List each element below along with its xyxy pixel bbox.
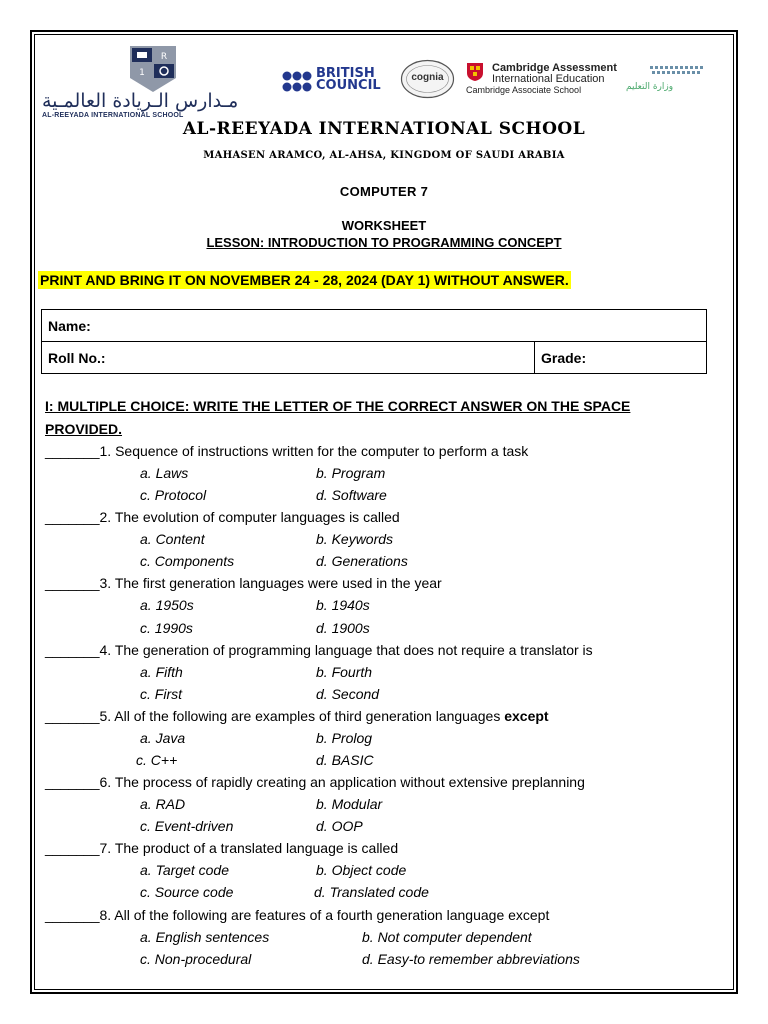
- question-5-text: _______5. All of the following are examples of third generation languages: [45, 708, 505, 724]
- ministry-text: وزارة التعليم: [626, 82, 674, 92]
- q4-option-a: a. Fifth: [140, 664, 183, 680]
- question-5: [45, 708, 549, 724]
- q1-option-d: d. Software: [316, 487, 387, 503]
- name-field[interactable]: [42, 310, 707, 342]
- school-shield-icon: [118, 44, 188, 94]
- q8-option-b: b. Not computer dependent: [362, 929, 532, 945]
- q6-option-b: b. Modular: [316, 796, 383, 812]
- school-name-arabic: مـدارس الـريادة العالمـية: [42, 90, 239, 112]
- grade-label: Grade:: [541, 349, 587, 366]
- q3-option-c: c. 1990s: [140, 620, 193, 636]
- cambridge-line1: Cambridge Assessment: [492, 62, 617, 74]
- school-logo: [40, 42, 270, 122]
- british-council-line1: BRITISH: [316, 66, 375, 81]
- cambridge-line2: International Education: [492, 73, 605, 85]
- question-4: _______4. The generation of programming language that does not require a translator is: [45, 642, 593, 658]
- worksheet-title: WORKSHEET: [341, 218, 427, 233]
- q5-option-b: b. Prolog: [316, 730, 373, 746]
- british-council-dots-icon: [282, 70, 312, 94]
- q3-option-d: d. 1900s: [316, 620, 370, 636]
- section-heading-line1: I: MULTIPLE CHOICE: WRITE THE LETTER OF THE CORRECT ANSWER ON THE SPACE: [45, 398, 631, 414]
- british-council-line2: COUNCIL: [316, 78, 381, 93]
- cambridge-shield-icon: [466, 62, 484, 82]
- grade-field[interactable]: [535, 342, 707, 374]
- q3-option-a: a. 1950s: [140, 597, 194, 613]
- question-8: _______8. All of the following are features of a fourth generation language except: [45, 907, 550, 923]
- cognia-logo: [400, 59, 455, 99]
- svg-text:R: R: [160, 52, 168, 62]
- q7-option-a: a. Target code: [140, 862, 229, 878]
- ministry-pattern-icon: [650, 64, 706, 80]
- q4-option-c: c. First: [140, 686, 182, 702]
- q4-option-b: b. Fourth: [316, 664, 373, 680]
- question-7: _______7. The product of a translated language is called: [45, 840, 399, 856]
- q5-option-a: a. Java: [140, 730, 186, 746]
- question-1: _______1. Sequence of instructions written for the computer to perform a task: [45, 443, 529, 459]
- q7-option-d: d. Translated code: [314, 884, 429, 900]
- roll-label: Roll No.:: [48, 349, 106, 366]
- question-5-emphasis: except: [504, 708, 549, 724]
- q2-option-a: a. Content: [140, 531, 205, 547]
- q8-option-a: a. English sentences: [140, 929, 270, 945]
- question-3: _______3. The first generation languages were used in the year: [45, 575, 442, 591]
- q6-option-a: a. RAD: [140, 796, 186, 812]
- q3-option-b: b. 1940s: [316, 597, 370, 613]
- british-council-logo: [282, 68, 394, 96]
- q4-option-d: d. Second: [316, 686, 380, 702]
- q6-option-d: d. OOP: [316, 818, 363, 834]
- q7-option-b: b. Object code: [316, 862, 407, 878]
- school-address: MAHASEN ARAMCO, AL-AHSA, KINGDOM OF SAUDI ARABIA: [203, 150, 565, 161]
- cambridge-logo: [466, 60, 626, 100]
- subject-title: COMPUTER 7: [339, 184, 429, 199]
- ministry-logo: [626, 64, 706, 100]
- student-info-table: [41, 309, 707, 374]
- cambridge-line3: Cambridge Associate School: [466, 85, 582, 95]
- q5-option-c: c. C++: [136, 752, 178, 768]
- q2-option-c: c. Components: [140, 553, 235, 569]
- q1-option-c: c. Protocol: [140, 487, 207, 503]
- q5-option-d: d. BASIC: [316, 752, 374, 768]
- question-6: _______6. The process of rapidly creating an application without extensive preplanning: [45, 774, 585, 790]
- notice-banner: PRINT AND BRING IT ON NOVEMBER 24 - 28, 2024 (DAY 1) WITHOUT ANSWER.: [40, 272, 569, 288]
- lesson-title: LESSON: INTRODUCTION TO PROGRAMMING CONCEPT: [206, 235, 562, 250]
- q6-option-c: c. Event-driven: [140, 818, 234, 834]
- q2-option-d: d. Generations: [316, 553, 408, 569]
- q7-option-c: c. Source code: [140, 884, 234, 900]
- q8-option-c: c. Non-procedural: [140, 951, 252, 967]
- q1-option-a: a. Laws: [140, 465, 189, 481]
- school-title: AL-REEYADA INTERNATIONAL SCHOOL: [182, 119, 586, 139]
- name-label: Name:: [48, 317, 91, 334]
- svg-text:1: 1: [139, 68, 145, 78]
- school-name-small: AL-REEYADA INTERNATIONAL SCHOOL: [42, 112, 184, 119]
- q2-option-b: b. Keywords: [316, 531, 394, 547]
- cognia-text: cognia: [411, 72, 444, 83]
- roll-field[interactable]: [42, 342, 535, 374]
- question-2: _______2. The evolution of computer languages is called: [45, 509, 400, 525]
- q8-option-d: d. Easy-to remember abbreviations: [362, 951, 580, 967]
- q1-option-b: b. Program: [316, 465, 386, 481]
- section-heading-line2: PROVIDED.: [45, 421, 123, 437]
